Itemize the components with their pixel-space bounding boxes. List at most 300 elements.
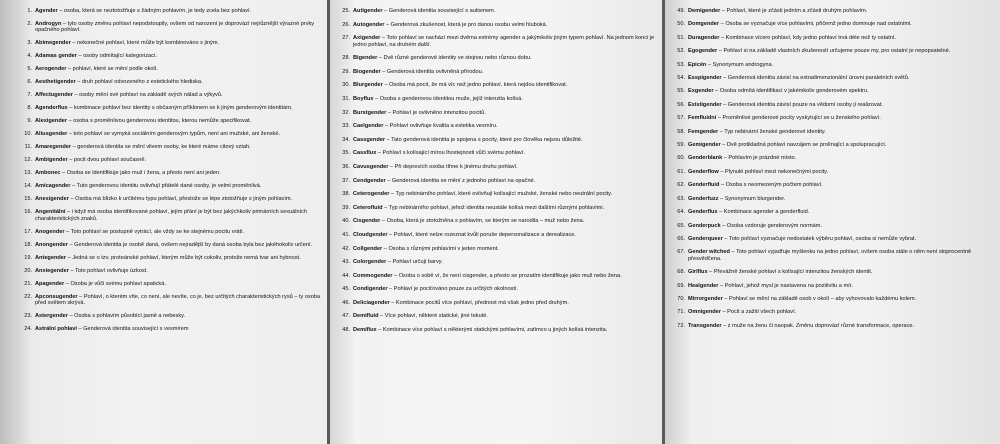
item-text bbox=[35, 118, 321, 124]
item-term: Duragender bbox=[688, 34, 720, 41]
list-item bbox=[18, 294, 321, 307]
item-definition: – Osoba má blízko k určitému typu pohlaví, přestože se lépe ztotožňuje s jiným pohlavím. bbox=[68, 196, 293, 203]
list-item bbox=[18, 313, 321, 319]
item-definition: – Genderová identita související s vesmírem bbox=[76, 326, 189, 333]
item-text bbox=[35, 92, 321, 98]
item-number: 66. bbox=[677, 235, 685, 242]
list-item bbox=[18, 92, 321, 98]
item-definition: – Genderová identita ovlivněná přírodou. bbox=[380, 68, 484, 75]
item-definition: – Osoba s genderovou identitou muže, jejíž intenzita kolísá. bbox=[373, 95, 523, 102]
item-definition: – pocit dvou pohlaví současně. bbox=[67, 157, 147, 164]
item-definition: – Genderová zkušenost, která je pro danou osobu velmi hluboká. bbox=[384, 21, 548, 28]
list-item bbox=[336, 286, 658, 292]
item-text bbox=[353, 35, 658, 48]
item-definition: – tyto osoby změnu pohlaví nepodstoupily, ovšem od narození je doprovází nejrůznější výrazné prvky opačného pohlaví. bbox=[35, 21, 315, 34]
list-item bbox=[671, 155, 994, 161]
item-definition: – Osoba odmítá identifikaci v jakémkoliv genderovém spektru. bbox=[713, 88, 869, 95]
item-number: 56. bbox=[677, 101, 685, 108]
list-item bbox=[336, 218, 658, 224]
item-term: Anxiegender bbox=[35, 267, 69, 274]
item-term: Amicagender bbox=[35, 183, 71, 190]
item-term: Genderblank bbox=[688, 155, 723, 162]
item-number: 17. bbox=[24, 228, 32, 235]
item-number: 36. bbox=[342, 163, 350, 170]
item-text bbox=[688, 129, 994, 135]
item-number: 55. bbox=[677, 88, 685, 95]
item-definition: – pohlaví, které se mění podle okolí. bbox=[66, 66, 158, 73]
list-item bbox=[671, 102, 994, 108]
item-text bbox=[688, 236, 994, 242]
item-number: 63. bbox=[677, 195, 685, 202]
item-definition: – Osoba se identifikuje jako muž i žena, a přesto není ani jeden. bbox=[60, 170, 221, 177]
item-term: Angenitální bbox=[35, 209, 66, 216]
item-term: Burstgender bbox=[353, 109, 387, 116]
item-term: Apconsugender bbox=[35, 293, 78, 300]
item-definition: – z muže na ženu či naopak. Změnu doprovází různé transformace, operace. bbox=[721, 322, 915, 329]
item-definition: – Osoba vzdoruje genderovým normám. bbox=[720, 222, 822, 229]
list-item bbox=[671, 196, 994, 202]
item-text bbox=[688, 88, 994, 94]
item-term: Autigender bbox=[353, 8, 383, 14]
item-text bbox=[35, 242, 321, 248]
item-text bbox=[688, 35, 994, 41]
item-text bbox=[353, 300, 658, 306]
item-definition: – Genderová identita je osobě daná, ovšem nejradější by daná osoba byla bez jakéhokoliv určení. bbox=[67, 241, 313, 248]
list-item bbox=[336, 313, 658, 319]
item-number: 10. bbox=[24, 131, 32, 138]
item-number: 41. bbox=[342, 231, 350, 238]
item-definition: – Osoba o sobě ví, že není cisgender, a přesto se prozatím identifikuje jako muž nebo žena. bbox=[392, 272, 622, 279]
item-definition: – Dvě různé genderové identity ve stejnou nebo různou dobu. bbox=[377, 55, 532, 62]
item-definition: – Převážně ženské pohlaví s kolísající intenzitou ženských identit. bbox=[707, 269, 873, 276]
list-item bbox=[671, 75, 994, 81]
item-number: 15. bbox=[24, 196, 32, 203]
item-text bbox=[35, 21, 321, 34]
list-item bbox=[671, 129, 994, 135]
item-term: Biogender bbox=[353, 68, 381, 75]
item-term: Agenderflux bbox=[35, 105, 68, 112]
page-left bbox=[0, 0, 327, 444]
item-text bbox=[35, 105, 321, 111]
item-number: 30. bbox=[342, 82, 350, 89]
item-definition: – Pohlavím je prázdné místo. bbox=[722, 155, 797, 162]
item-term: Genderqueer bbox=[688, 235, 723, 242]
item-term: Androgyn bbox=[35, 21, 62, 27]
item-number: 4. bbox=[27, 53, 32, 60]
item-term: Agender bbox=[35, 8, 58, 14]
item-text bbox=[353, 22, 658, 28]
item-number: 18. bbox=[24, 241, 32, 248]
list-item bbox=[336, 82, 658, 88]
item-number: 68. bbox=[677, 269, 685, 276]
item-term: Gender witched bbox=[688, 249, 730, 256]
list-item bbox=[336, 150, 658, 156]
item-term: Girlflux bbox=[688, 269, 708, 276]
item-number: 7. bbox=[27, 92, 32, 99]
item-definition: – Toto pohlaví vyznačuje nedostatek výběru pohlaví, osoba si nemůže vybrat. bbox=[722, 235, 917, 242]
list-item bbox=[671, 48, 994, 54]
item-number: 65. bbox=[677, 222, 685, 229]
item-term: Ceterofluid bbox=[353, 204, 383, 211]
list-item bbox=[18, 118, 321, 124]
list-item bbox=[18, 326, 321, 332]
item-definition: – Tato genderová identita je spojena s pocity, které pro člověka nejsou důležité. bbox=[385, 136, 583, 143]
item-number: 49. bbox=[677, 8, 685, 14]
item-definition: – nekonečné pohlaví, které může být kombinováno s jiným. bbox=[70, 40, 220, 47]
item-text bbox=[688, 102, 994, 108]
item-definition: – osoby odmítající kategorizaci. bbox=[76, 53, 157, 60]
item-text bbox=[353, 110, 658, 116]
item-term: Aerogender bbox=[35, 66, 67, 73]
item-term: Astrální pohlaví bbox=[35, 326, 77, 333]
item-text bbox=[35, 294, 321, 307]
item-term: Aesthetigender bbox=[35, 79, 76, 86]
item-definition: – Typ nebinární ženské genderové identity. bbox=[718, 128, 826, 135]
item-term: Domgender bbox=[688, 21, 720, 28]
item-term: Anogender bbox=[35, 228, 65, 235]
item-definition: – Osoba má pocit, že má víc než jedno pohlaví, která nejdou identifikovat. bbox=[382, 82, 568, 89]
item-text bbox=[688, 8, 994, 14]
list-item bbox=[336, 55, 658, 61]
item-text bbox=[353, 96, 658, 102]
item-text bbox=[688, 115, 994, 121]
item-number: 43. bbox=[342, 259, 350, 266]
item-term: Gemigender bbox=[688, 142, 721, 149]
item-number: 62. bbox=[677, 182, 685, 189]
item-number: 61. bbox=[677, 168, 685, 175]
item-definition: – Při depresích osoba tíhne k jinému druhu pohlaví. bbox=[388, 163, 518, 170]
item-definition: – Pohlaví se mění na základě osob v okolí – aby vyhovovalo každému kolem. bbox=[722, 295, 917, 302]
item-number: 27. bbox=[342, 35, 350, 42]
item-term: Ambigender bbox=[35, 157, 68, 164]
item-term: Genderfuzz bbox=[688, 195, 719, 202]
item-number: 64. bbox=[677, 209, 685, 216]
item-definition: – kombinace pohlaví bez identity s občasným příklonem se k jiným genderovým identitám. bbox=[67, 105, 293, 112]
item-number: 39. bbox=[342, 204, 350, 211]
item-term: Cisgender bbox=[353, 218, 381, 225]
item-text bbox=[35, 53, 321, 59]
list-item bbox=[671, 35, 994, 41]
item-number: 46. bbox=[342, 299, 350, 306]
item-term: Cassflux bbox=[353, 150, 377, 157]
list-item bbox=[18, 79, 321, 85]
item-definition: – Kombinace vícero pohlaví, kdy jedno pohlaví trvá déle než ty ostatní. bbox=[719, 34, 897, 41]
item-text bbox=[35, 157, 321, 163]
item-definition: – Pohlaví si na základě vlastních zkušeností určujeme pouze my, pro ostatní je nepopsatelné. bbox=[717, 48, 951, 55]
item-term: Healgender bbox=[688, 282, 719, 289]
item-term: Ambonec bbox=[35, 170, 61, 177]
item-term: Esspigender bbox=[688, 75, 722, 82]
item-text bbox=[353, 82, 658, 88]
item-term: Boyflux bbox=[353, 95, 374, 102]
item-number: 29. bbox=[342, 68, 350, 75]
item-number: 1. bbox=[27, 8, 32, 14]
item-term: Commogender bbox=[353, 272, 393, 279]
list-item bbox=[336, 8, 658, 14]
list-item bbox=[18, 268, 321, 274]
column-left bbox=[18, 8, 321, 333]
item-definition: – Kombinace více pohlaví s některými statickými pohlavími, zatímco u jiných kolísá intenzita. bbox=[376, 327, 608, 334]
item-text bbox=[353, 137, 658, 143]
item-text bbox=[688, 269, 994, 275]
item-text bbox=[688, 155, 994, 161]
item-definition: – Synonymum blurgender. bbox=[718, 195, 786, 202]
item-text bbox=[688, 249, 994, 262]
item-definition: – Pohlaví, které nelze rozeznat kvůli poruše depersonalizace a derealizace. bbox=[387, 231, 576, 238]
item-term: Deliciagender bbox=[353, 299, 390, 306]
item-number: 9. bbox=[27, 118, 32, 125]
item-text bbox=[688, 196, 994, 202]
item-text bbox=[35, 209, 321, 222]
item-term: Caelgender bbox=[353, 123, 384, 130]
list-item bbox=[671, 169, 994, 175]
list-item bbox=[671, 323, 994, 329]
item-text bbox=[35, 255, 321, 261]
item-text bbox=[353, 69, 658, 75]
item-term: Mirrorgender bbox=[688, 295, 723, 302]
item-text bbox=[35, 229, 321, 235]
item-definition: – druh pohlaví odvozeného z estetického hlediska. bbox=[75, 79, 203, 86]
item-definition: – Genderová identita se mění z jednoho pohlaví na opačné. bbox=[385, 177, 536, 184]
list-item bbox=[671, 115, 994, 121]
item-definition: – genderová identita se mění vlivem osoby, ke které máme citový vztah. bbox=[71, 144, 251, 151]
item-definition: – toto pohlaví se vymyká sociálním genderovým typům, není ani mužské, ani ženské. bbox=[67, 131, 280, 138]
list-item bbox=[336, 205, 658, 211]
list-item bbox=[18, 40, 321, 46]
item-term: Abimegender bbox=[35, 40, 71, 47]
item-number: 50. bbox=[677, 21, 685, 28]
item-definition: – Pohlaví, o kterém víte, co není, ale nevíte, co je, bez určitých charakteristických rysů – ty osoba před světem skrývá. bbox=[35, 293, 321, 307]
item-definition: – Pohlaví určují barvy. bbox=[386, 259, 443, 266]
list-item bbox=[18, 281, 321, 287]
item-definition: – Synonymum androgyna. bbox=[706, 61, 774, 68]
item-number: 34. bbox=[342, 136, 350, 143]
item-text bbox=[353, 313, 658, 319]
item-definition: – Genderová identita závisí pouze na vědomí osoby ji realizovat. bbox=[721, 101, 883, 108]
item-text bbox=[35, 66, 321, 72]
item-text bbox=[688, 323, 994, 329]
item-text bbox=[35, 170, 321, 176]
list-item bbox=[336, 137, 658, 143]
list-item bbox=[18, 157, 321, 163]
item-text bbox=[353, 218, 658, 224]
item-number: 32. bbox=[342, 109, 350, 116]
item-text bbox=[688, 296, 994, 302]
item-text bbox=[688, 182, 994, 188]
item-number: 6. bbox=[27, 79, 32, 86]
item-term: Genderfluid bbox=[688, 182, 720, 189]
list-item bbox=[336, 273, 658, 279]
item-number: 20. bbox=[24, 267, 32, 274]
item-definition: – Jedná se o tzv. proteánské pohlaví, kterým může být cokoliv, protože nemá tvar ani hybnost. bbox=[66, 254, 301, 261]
item-definition: – Toto pohlaví vyjadřuje myšlenku na jedno pohlaví, ovšem osoba stále o něm není stoprocentně přesvědčena. bbox=[688, 249, 972, 262]
item-term: Affectugender bbox=[35, 92, 73, 99]
item-term: Cassgender bbox=[353, 136, 386, 143]
item-definition: – Pohlaví, které je zčásti jedním a zčásti druhým pohlavím. bbox=[720, 8, 868, 14]
item-term: Genderflow bbox=[688, 168, 719, 175]
list-item bbox=[18, 209, 321, 222]
item-definition: – Plynulé pohlaví mezi nekonečnými pocity. bbox=[718, 168, 829, 175]
item-text bbox=[353, 205, 658, 211]
list-item bbox=[671, 142, 994, 148]
item-text bbox=[35, 268, 321, 274]
item-text bbox=[353, 232, 658, 238]
item-term: Femgender bbox=[688, 128, 719, 135]
item-term: Antegender bbox=[35, 254, 67, 261]
list-item bbox=[336, 232, 658, 238]
list-item bbox=[18, 21, 321, 34]
item-definition: – Dvě protikladná pohlaví navzájem se prolínající a spolupracující. bbox=[720, 142, 887, 149]
list-item bbox=[671, 283, 994, 289]
list-item bbox=[336, 300, 658, 306]
item-number: 51. bbox=[677, 34, 685, 41]
list-item bbox=[336, 35, 658, 48]
column-middle bbox=[336, 8, 658, 333]
list-item bbox=[671, 269, 994, 275]
item-number: 12. bbox=[24, 157, 32, 164]
item-text bbox=[688, 48, 994, 54]
item-number: 69. bbox=[677, 282, 685, 289]
item-term: Amaregender bbox=[35, 144, 72, 151]
list-item bbox=[671, 209, 994, 215]
item-text bbox=[353, 8, 658, 14]
item-number: 19. bbox=[24, 254, 32, 261]
item-text bbox=[353, 178, 658, 184]
list-item bbox=[336, 123, 658, 129]
list-item bbox=[18, 183, 321, 189]
item-definition: – Pohlaví, jehož mysl je nastavena na pozitivitu a mír. bbox=[718, 282, 853, 289]
item-text bbox=[353, 55, 658, 61]
list-item bbox=[671, 21, 994, 27]
item-term: Collgender bbox=[353, 245, 383, 252]
item-number: 53. bbox=[677, 61, 685, 68]
item-term: Epicén bbox=[688, 61, 707, 68]
column-right bbox=[671, 8, 994, 329]
item-number: 54. bbox=[677, 75, 685, 82]
item-number: 25. bbox=[342, 8, 350, 14]
list-item bbox=[18, 229, 321, 235]
item-text bbox=[353, 164, 658, 170]
item-text bbox=[688, 283, 994, 289]
item-number: 13. bbox=[24, 170, 32, 177]
item-number: 26. bbox=[342, 21, 350, 28]
list-item bbox=[671, 236, 994, 242]
item-number: 33. bbox=[342, 123, 350, 130]
list-item bbox=[671, 223, 994, 229]
item-text bbox=[35, 79, 321, 85]
item-number: 22. bbox=[24, 293, 32, 300]
item-number: 23. bbox=[24, 313, 32, 320]
item-term: Femfluidní bbox=[688, 115, 717, 122]
item-term: Aliusgender bbox=[35, 131, 68, 138]
list-item bbox=[671, 62, 994, 68]
list-item bbox=[336, 96, 658, 102]
item-term: Adamas gender bbox=[35, 53, 77, 60]
item-term: Bigender bbox=[353, 55, 378, 62]
item-definition: – Tuto genderovou identitu ovlivňují přátelé dané osoby, je velmi proměnlivá. bbox=[70, 183, 262, 190]
list-item bbox=[336, 246, 658, 252]
item-text bbox=[35, 313, 321, 319]
item-term: Anongender bbox=[35, 241, 68, 248]
item-number: 57. bbox=[677, 115, 685, 122]
item-text bbox=[353, 246, 658, 252]
item-definition: – Toto pohlaví se postupně vytrácí, ale vždy se ke stejnému pocitu vrátí. bbox=[64, 228, 245, 235]
list-item bbox=[671, 182, 994, 188]
item-number: 11. bbox=[24, 144, 32, 151]
item-number: 35. bbox=[342, 150, 350, 157]
item-definition: – Osoba s neomezeným počtem pohlaví. bbox=[719, 182, 823, 189]
list-item bbox=[671, 88, 994, 94]
item-number: 21. bbox=[24, 280, 32, 287]
item-definition: – Osoba s různými pohlavími v jeden moment. bbox=[382, 245, 499, 252]
item-term: Cloudgender bbox=[353, 231, 388, 238]
list-item bbox=[18, 196, 321, 202]
item-text bbox=[35, 326, 321, 332]
item-definition: – osoba, která se neztotožňuje s žádným pohlavím, je tedy zcela bez pohlaví. bbox=[57, 8, 252, 14]
item-definition: – Genderová identita související s autismem. bbox=[382, 8, 496, 14]
item-definition: – Osoba je vůči svému pohlaví apatická. bbox=[64, 280, 166, 287]
item-number: 31. bbox=[342, 95, 350, 102]
list-item bbox=[671, 8, 994, 14]
item-text bbox=[688, 21, 994, 27]
list-item bbox=[18, 105, 321, 111]
item-text bbox=[688, 142, 994, 148]
item-definition: – Genderová identita závisí na extradimenzionální úrovni paralelních světů. bbox=[721, 75, 910, 82]
item-text bbox=[35, 281, 321, 287]
list-item bbox=[18, 242, 321, 248]
item-definition: – Typ nebinárního pohlaví, které ovlivňují kolísající mužské, ženské nebo neutrální pocity. bbox=[389, 191, 613, 198]
item-definition: – Více pohlaví, některé statické, jiné tekuté. bbox=[378, 313, 488, 320]
item-definition: – osoba s proměnlivou genderovou identitou, kterou nemůže specifikovat. bbox=[67, 118, 252, 125]
item-text bbox=[688, 75, 994, 81]
item-term: Colorgender bbox=[353, 259, 387, 266]
item-number: 14. bbox=[24, 183, 32, 190]
item-number: 44. bbox=[342, 272, 350, 279]
item-number: 71. bbox=[677, 309, 685, 316]
item-term: Genderflux bbox=[688, 209, 718, 216]
item-term: Anesigender bbox=[35, 196, 69, 203]
list-item bbox=[18, 66, 321, 72]
page-middle bbox=[330, 0, 662, 444]
list-item bbox=[336, 22, 658, 28]
item-definition: – osoby mění své pohlaví na základě svých nálad a výkyvů. bbox=[72, 92, 223, 99]
item-number: 37. bbox=[342, 177, 350, 184]
item-number: 48. bbox=[342, 327, 350, 334]
item-text bbox=[35, 8, 321, 14]
item-text bbox=[353, 191, 658, 197]
item-term: Omnigender bbox=[688, 309, 721, 316]
item-number: 67. bbox=[677, 249, 685, 256]
list-item bbox=[671, 249, 994, 262]
item-definition: – Proměnlivé genderové pocity vyskytující se u ženského pohlaví. bbox=[716, 115, 881, 122]
item-number: 2. bbox=[27, 21, 32, 27]
item-text bbox=[688, 223, 994, 229]
item-term: Axigender bbox=[353, 35, 381, 42]
item-text bbox=[688, 169, 994, 175]
item-text bbox=[353, 327, 658, 333]
list-item bbox=[336, 191, 658, 197]
item-number: 42. bbox=[342, 245, 350, 252]
item-number: 58. bbox=[677, 128, 685, 135]
item-number: 45. bbox=[342, 286, 350, 293]
item-definition: – Pohlaví ovlivňuje kvalita a estetika vesmíru. bbox=[383, 123, 498, 130]
list-item bbox=[18, 8, 321, 14]
item-number: 52. bbox=[677, 48, 685, 55]
item-number: 38. bbox=[342, 191, 350, 198]
list-item bbox=[18, 131, 321, 137]
list-item bbox=[336, 164, 658, 170]
item-number: 60. bbox=[677, 155, 685, 162]
